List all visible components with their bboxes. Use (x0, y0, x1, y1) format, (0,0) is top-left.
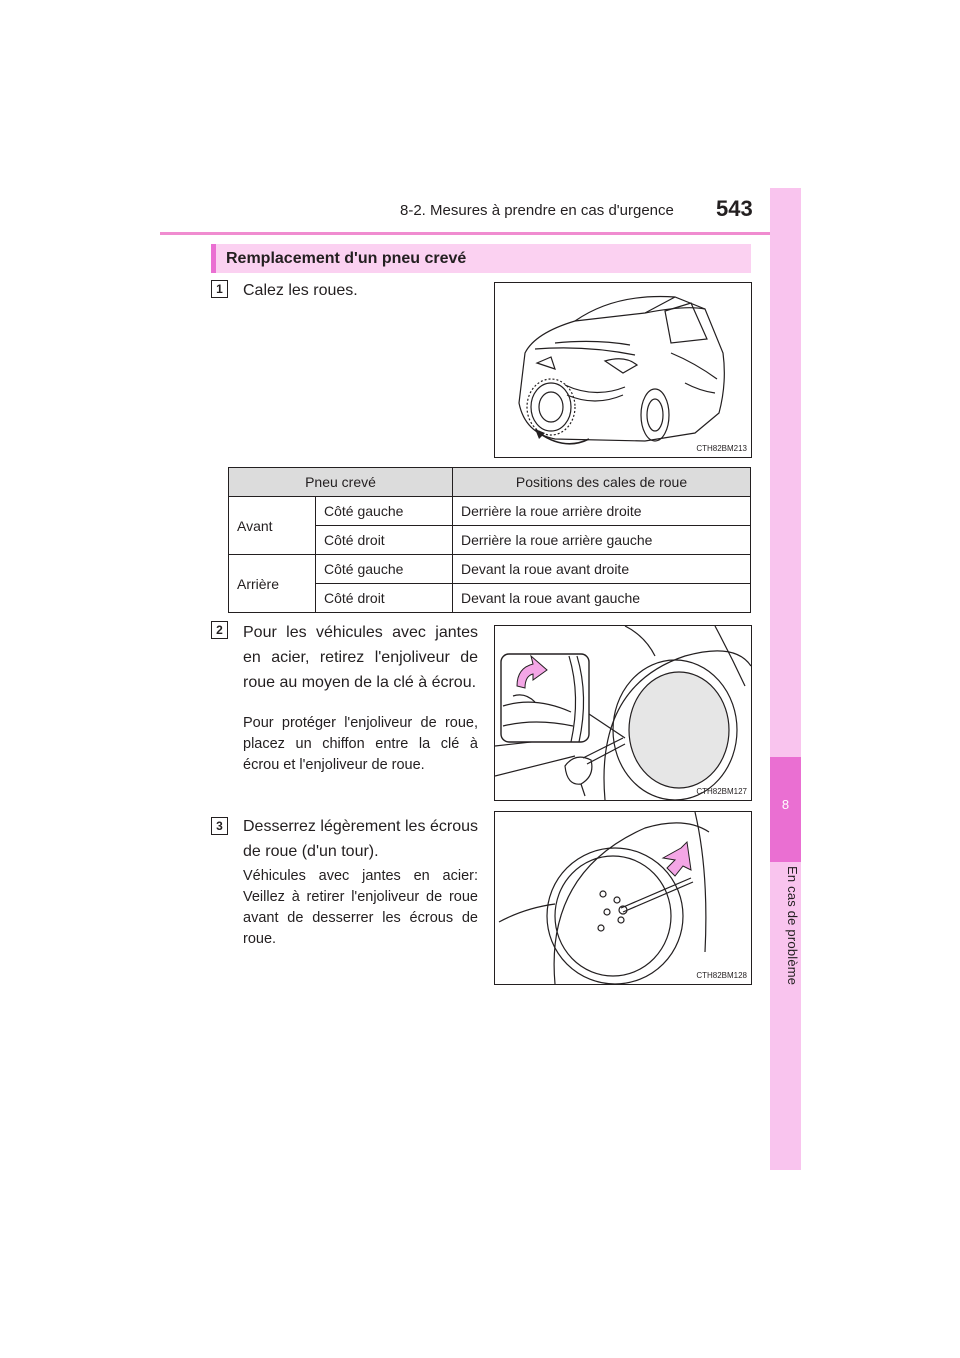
step-2-text: Pour les véhicules avec jantes en acier, retirez l'enjoliveur de roue au moyen de la clé à écrou. (243, 624, 478, 691)
car-illustration (495, 283, 751, 457)
table-cell-position: Derrière la roue arrière gauche (453, 526, 751, 555)
wheel-nuts-illustration (495, 812, 751, 984)
running-header: 8-2. Mesures à prendre en cas d'urgence (400, 202, 674, 219)
chapter-side-tab (770, 188, 801, 1170)
figure-car-wheel-chock (494, 282, 752, 458)
wheel-chock-table (228, 467, 751, 613)
step-number-badge: 2 (211, 621, 228, 639)
step-number-badge: 3 (211, 817, 228, 835)
table-header-cell: Positions des cales de roue (453, 468, 751, 497)
table-cell-position: Devant la roue avant droite (453, 555, 751, 584)
table-row (229, 555, 751, 584)
table-cell-side: Côté gauche (316, 555, 453, 584)
figure-code: CTH82BM128 (696, 971, 747, 980)
table-cell-position: Devant la roue avant gauche (453, 584, 751, 613)
table-header-cell: Pneu crevé (229, 468, 453, 497)
header-rule (160, 232, 800, 235)
table-cell-tire: Arrière (229, 555, 316, 613)
chapter-title: En cas de problème (785, 866, 800, 986)
table-cell-side: Côté droit (316, 584, 453, 613)
wheel-cover-illustration (495, 626, 751, 800)
figure-loosen-nuts (494, 811, 752, 985)
section-title-accent (211, 244, 216, 273)
step-1-text: Calez les roues. (243, 282, 358, 299)
section-title: Remplacement d'un pneu crevé (226, 250, 467, 267)
table-cell-side: Côté droit (316, 526, 453, 555)
table-cell-tire: Avant (229, 497, 316, 555)
table-cell-side: Côté gauche (316, 497, 453, 526)
step-3-note: Véhicules avec jantes en acier: Veillez à retirer l'enjoliveur de roue avant de desserrer les écrous de roue. (243, 868, 478, 947)
figure-code: CTH82BM127 (696, 787, 747, 796)
figure-remove-wheel-cover (494, 625, 752, 801)
step-number-badge: 1 (211, 280, 228, 298)
page-number: 543 (716, 196, 753, 221)
table-cell-position: Derrière la roue arrière droite (453, 497, 751, 526)
step-3-text: Desserrez légèrement les écrous de roue (d'un tour). (243, 818, 478, 860)
chapter-number: 8 (781, 797, 790, 812)
table-header-row (229, 468, 751, 497)
step-2-note: Pour protéger l'enjoliveur de roue, placez un chiffon entre la clé à écrou et l'enjoliveur de roue. (243, 715, 478, 773)
figure-code: CTH82BM213 (696, 444, 747, 453)
table-row (229, 497, 751, 526)
